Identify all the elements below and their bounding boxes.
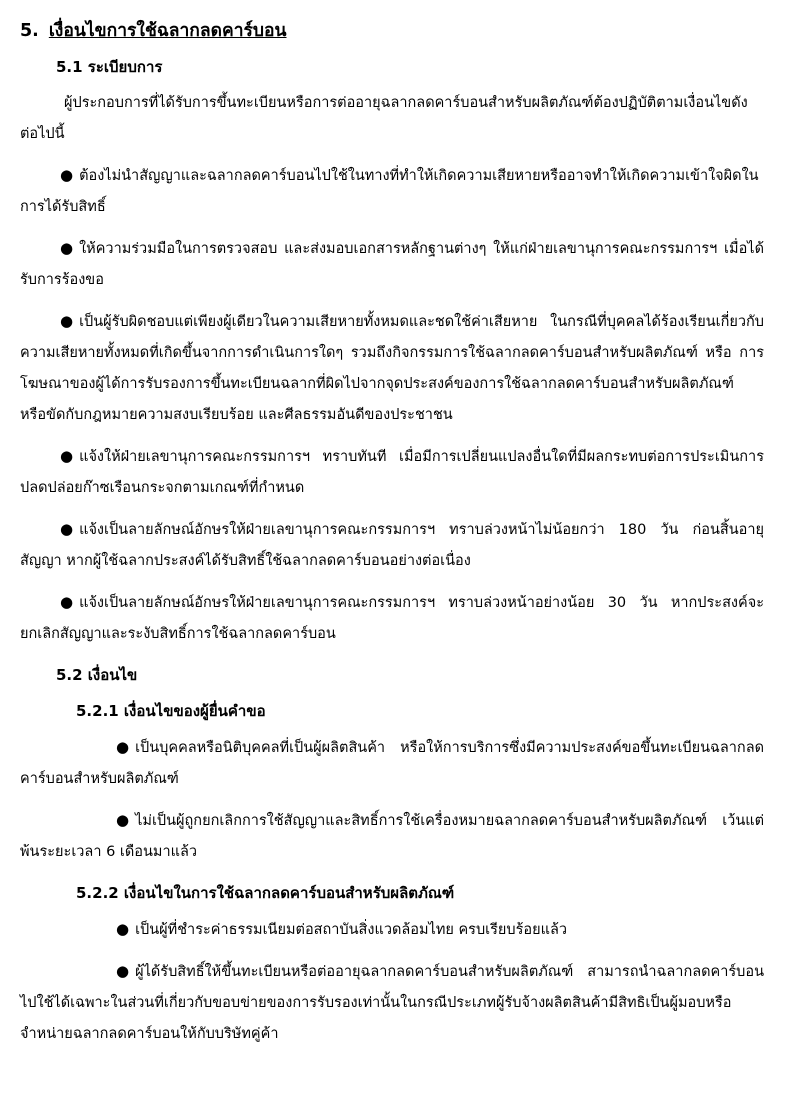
section-5-heading (20, 14, 764, 48)
bullet-text: แจ้งให้ฝ่ายเลขานุการคณะกรรมการฯ ทราบทันที เมื่อมีการเปลี่ยนแปลงอื่นใดที่มีผลกระทบต่อการประเมินการปลดปล่อยก๊าซเรือนกระจกตามเกณฑ์ที่กำหนด (20, 449, 764, 496)
section-5-2-1-heading: 5.2.1 เงื่อนไขของผู้ยื่นคำขอ (76, 702, 266, 720)
bullet-text: ไม่เป็นผู้ถูกยกเลิกการใช้สัญญาและสิทธิ์การใช้เครื่องหมายฉลากลดคาร์บอนสำหรับผลิตภัณฑ์ เว้นแต่พ้นระยะเวลา 6 เดือนมาแล้ว (20, 813, 764, 860)
section-5-1-bullet-1 (20, 160, 764, 223)
bullet-icon: ● (116, 811, 130, 829)
bullet-icon: ● (60, 166, 74, 184)
bullet-icon: ● (60, 447, 74, 465)
section-5-1-heading: 5.1 ระเบียบการ (56, 58, 163, 76)
section-5-1-bullet-6 (20, 587, 764, 650)
section-5-1-bullet-2 (20, 233, 764, 296)
section-5-2-1-bullet-1 (20, 732, 764, 795)
section-5-1-bullet-4 (20, 441, 764, 504)
bullet-text: แจ้งเป็นลายลักษณ์อักษรให้ฝ่ายเลขานุการคณะกรรมการฯ ทราบล่วงหน้าไม่น้อยกว่า 180 วัน ก่อนสิ้นอายุสัญญา หากผู้ใช้ฉลากประสงค์ได้รับสิทธิ์ใช้ฉลากลดคาร์บอนอย่างต่อเนื่อง (20, 522, 764, 569)
bullet-text: ต้องไม่นำสัญญาและฉลากลดคาร์บอนไปใช้ในทางที่ทำให้เกิดความเสียหายหรืออาจทำให้เกิดความเข้าใจผิดในการได้รับสิทธิ์ (20, 168, 759, 215)
section-5-1-bullet-3 (20, 306, 764, 431)
section-5-title: เงื่อนไขการใช้ฉลากลดคาร์บอน (48, 21, 287, 41)
section-5-2-2-heading: 5.2.2 เงื่อนไขในการใช้ฉลากลดคาร์บอนสำหรับผลิตภัณฑ์ (76, 884, 455, 902)
bullet-icon: ● (116, 738, 130, 756)
bullet-text: แจ้งเป็นลายลักษณ์อักษรให้ฝ่ายเลขานุการคณะกรรมการฯ ทราบล่วงหน้าอย่างน้อย 30 วัน หากประสงค์จะยกเลิกสัญญาและระงับสิทธิ์การใช้ฉลากลดคาร์บอน (20, 595, 764, 642)
bullet-icon: ● (116, 920, 130, 938)
bullet-text: เป็นผู้ที่ชำระค่าธรรมเนียมต่อสถาบันสิ่งแวดล้อมไทย ครบเรียบร้อยแล้ว (135, 922, 567, 938)
bullet-icon: ● (60, 593, 74, 611)
section-5-number: 5. (20, 21, 39, 41)
bullet-icon: ● (60, 312, 74, 330)
bullet-icon: ● (116, 962, 130, 980)
section-5-2-2-bullet-1 (20, 914, 764, 946)
section-5-2-1-bullet-2 (20, 805, 764, 868)
section-5-1-intro: ผู้ประกอบการที่ได้รับการขึ้นทะเบียนหรือการต่ออายุฉลากลดคาร์บอนสำหรับผลิตภัณฑ์ต้องปฏิบัติตามเงื่อนไขดังต่อไปนี้ (20, 95, 748, 142)
bullet-text: เป็นบุคคลหรือนิติบุคคลที่เป็นผู้ผลิตสินค้า หรือให้การบริการซึ่งมีความประสงค์ขอขึ้นทะเบียนฉลากลดคาร์บอนสำหรับผลิตภัณฑ์ (20, 740, 764, 787)
section-5-2-heading: 5.2 เงื่อนไข (56, 666, 138, 684)
bullet-icon: ● (60, 239, 74, 257)
bullet-text: ผู้ได้รับสิทธิ์ให้ขึ้นทะเบียนหรือต่ออายุฉลากลดคาร์บอนสำหรับผลิตภัณฑ์ สามารถนำฉลากลดคาร์บอนไปใช้ได้เฉพาะในส่วนที่เกี่ยวกับขอบข่ายของการรับรองเท่านั้นในกรณีประเภทผู้รับจ้างผลิตสินค้ามีสิทธิเป็นผู้มอบหรือจำหน่ายฉลากลดคาร์บอนให้กับบริษัทคู่ค้า (20, 964, 764, 1042)
section-5-1-bullet-5 (20, 514, 764, 577)
bullet-text: เป็นผู้รับผิดชอบแต่เพียงผู้เดียวในความเสียหายทั้งหมดและชดใช้ค่าเสียหาย ในกรณีที่บุคคลได้ร้องเรียนเกี่ยวกับความเสียหายทั้งหมดที่เกิดขึ้นจากการดำเนินการใดๆ รวมถึงกิจกรรมการใช้ฉลากลดคาร์บอนสำหรับผลิตภัณฑ์ หรือ การโฆษณาของผู้ได้การรับรองการขึ้นทะเบียนฉลากที่ผิดไปจากจุดประสงค์ของการใช้ฉลากลดคาร์บอนสำหรับผลิตภัณฑ์ หรือขัดกับกฎหมายความสงบเรียบร้อย และศีลธรรมอันดีของประชาชน (20, 314, 764, 423)
bullet-icon: ● (60, 520, 74, 538)
section-5-2-2-bullet-2 (20, 956, 764, 1050)
bullet-text: ให้ความร่วมมือในการตรวจสอบ และส่งมอบเอกสารหลักฐานต่างๆ ให้แก่ฝ่ายเลขานุการคณะกรรมการฯ เมื่อได้รับการร้องขอ (20, 241, 764, 288)
